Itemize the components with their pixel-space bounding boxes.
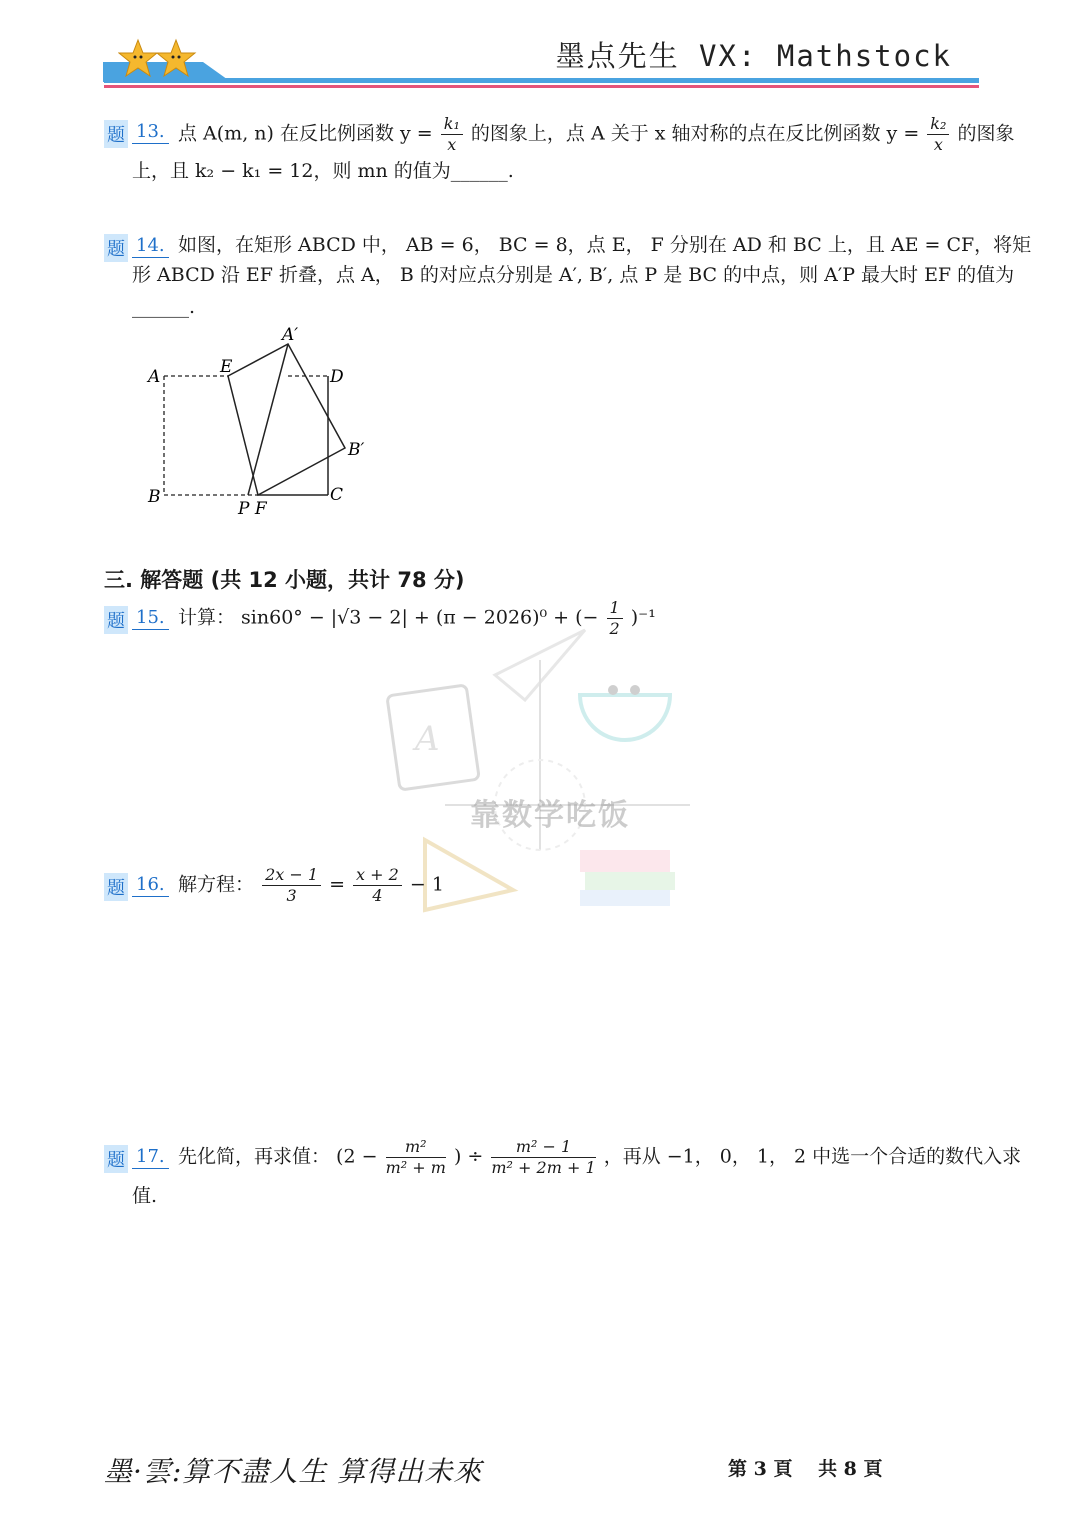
question-number: 16.	[132, 874, 169, 897]
question-tag: 题	[104, 234, 128, 262]
label-B: B	[148, 487, 161, 507]
q13-fraction-k2: $\frac{\text{k₂}}{x}$	[927, 114, 949, 155]
q13-text-a: 点 A(m, n) 在反比例函数 y =	[178, 122, 433, 145]
label-A: A	[148, 367, 161, 387]
question-number: 17.	[132, 1146, 169, 1169]
q16-equals: =	[329, 873, 345, 896]
q14-line3: ______.	[132, 296, 196, 318]
q13-text-b: 的图象上，点 A 关于 x 轴对称的点在反比例函数 y =	[470, 122, 920, 145]
q13-line2: 上，且 k₂ − k₁ = 12，则 mn 的值为______.	[132, 160, 514, 182]
question-tag: 题	[104, 1145, 128, 1173]
question-tag: 题	[104, 873, 128, 901]
label-A-prime: A′	[282, 325, 299, 345]
q16-tail: − 1	[409, 873, 444, 896]
q17-expression	[178, 1137, 1021, 1178]
watermark-text: 靠数学吃饭	[470, 798, 630, 833]
page-indicator: 第 3 頁 共 8 頁	[728, 1458, 883, 1480]
q16-text: 解方程：	[178, 873, 255, 896]
q17-fraction-1: $\frac{\text{m²}}{\text{m² + m}}$	[385, 1137, 446, 1177]
question-tag: 题	[104, 606, 128, 634]
label-C: C	[330, 485, 344, 505]
q17-tail: ，再从 −1， 0， 1， 2 中选一个合适的数代入求	[603, 1145, 1022, 1168]
svg-text:A: A	[415, 719, 440, 759]
question-tag: 题	[104, 120, 128, 148]
label-E: E	[220, 357, 233, 377]
section-title: 三. 解答题 (共 12 小题，共计 78 分)	[104, 568, 465, 592]
q16-fraction-left: $\frac{2x - 1}{3}$	[262, 865, 321, 906]
label-B-prime: B′	[348, 440, 365, 460]
q17-fraction-2: $\frac{\text{m² − 1}}{\text{m² + 2m + 1}}$	[491, 1137, 596, 1177]
header-divider-blue	[104, 78, 979, 83]
q13-text-c: 的图象	[957, 122, 1015, 145]
q17-line2: 值.	[132, 1185, 158, 1207]
q16-equation	[178, 865, 444, 906]
q17-text: 先化简，再求值： (2 −	[178, 1145, 378, 1168]
question-number: 13.	[132, 121, 169, 144]
q14-line2: 形 ABCD 沿 EF 折叠，点 A， B 的对应点分别是 A′, B′, 点 P 是 BC 的中点，则 A′P 最大时 EF 的值为	[132, 264, 1015, 286]
label-PF: P F	[238, 499, 267, 519]
q16-fraction-right: $\frac{x + 2}{4}$	[353, 865, 402, 906]
question-number: 15.	[132, 607, 169, 630]
footer-motto: 墨·雲:算不盡人生 算得出未來	[104, 1455, 483, 1488]
q15-fraction-half: $\frac{1}{2}$	[607, 598, 623, 639]
q13-line1	[178, 114, 1014, 155]
q15-text: 计算： sin60° − |√3 − 2| + (π − 2026)⁰ + (−	[178, 606, 599, 629]
q14-line1: 如图，在矩形 ABCD 中， AB = 6， BC = 8，点 E， F 分别在 AD 和 BC 上，且 AE = CF，将矩	[178, 234, 1032, 256]
q13-fraction-k1: $\frac{\text{k₁}}{x}$	[441, 114, 463, 155]
stars-logo-icon	[118, 38, 198, 80]
header-divider-pink	[104, 85, 979, 88]
label-D: D	[330, 367, 344, 387]
question-number: 14.	[132, 235, 169, 258]
q17-divide: ) ÷	[453, 1145, 484, 1168]
header-brand: 墨点先生 VX: Mathstock	[555, 39, 952, 73]
q14-geometry-figure	[140, 320, 380, 520]
q15-tail: )⁻¹	[630, 606, 656, 629]
